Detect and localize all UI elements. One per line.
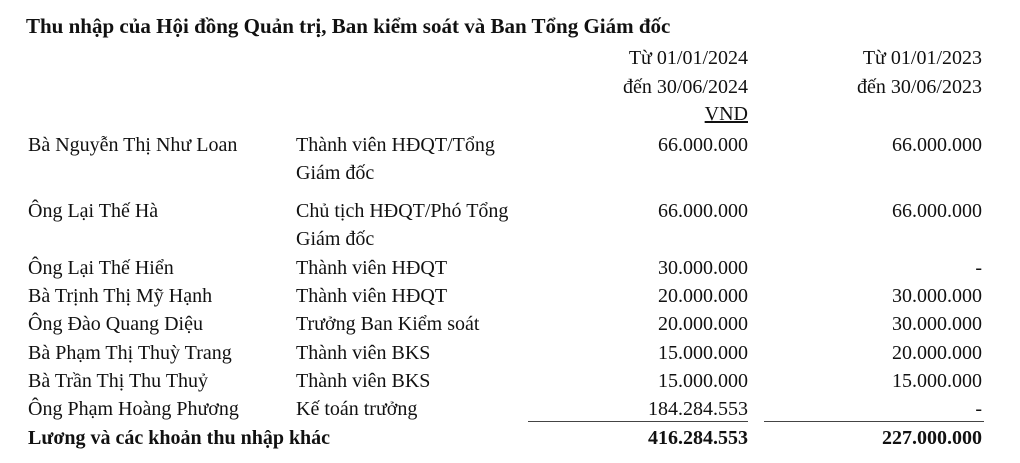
value-2024: 66.000.000 (658, 200, 748, 222)
member-name: Bà Trần Thị Thu Thuỷ (28, 370, 209, 392)
column-header-2023-line1: Từ 01/01/2023 (862, 47, 982, 69)
column-header-2024-line1: Từ 01/01/2024 (628, 47, 748, 69)
value-2023: 20.000.000 (892, 342, 982, 364)
value-2023: 66.000.000 (892, 200, 982, 222)
member-role: Kế toán trưởng (296, 398, 418, 420)
value-2024: 15.000.000 (658, 342, 748, 364)
value-2024: 66.000.000 (658, 134, 748, 156)
value-2023: - (975, 398, 982, 420)
total-divider-2023 (764, 421, 984, 422)
value-2023: 15.000.000 (892, 370, 982, 392)
value-2024: 20.000.000 (658, 285, 748, 307)
total-value-2023: 227.000.000 (882, 427, 982, 449)
member-role: Chủ tịch HĐQT/Phó Tổng Giám đốc (296, 200, 509, 250)
member-name: Bà Trịnh Thị Mỹ Hạnh (28, 285, 213, 307)
member-name: Ông Phạm Hoàng Phương (28, 398, 239, 420)
member-role: Thành viên HĐQT (296, 257, 448, 279)
value-2024: 30.000.000 (658, 257, 748, 279)
member-role: Thành viên HĐQT/Tổng Giám đốc (296, 134, 495, 184)
value-2023: 30.000.000 (892, 285, 982, 307)
value-2024: 15.000.000 (658, 370, 748, 392)
member-name: Ông Đào Quang Diệu (28, 313, 203, 335)
column-header-2023 (857, 44, 982, 102)
column-header-2024 (623, 44, 748, 102)
total-divider-2024 (528, 421, 748, 422)
value-2023: 30.000.000 (892, 313, 982, 335)
value-2024: 184.284.553 (648, 398, 748, 420)
member-name: Ông Lại Thế Hà (28, 200, 159, 222)
member-role: Trưởng Ban Kiểm soát (296, 313, 480, 335)
currency-unit: VND (704, 103, 748, 125)
member-name: Bà Nguyễn Thị Như Loan (28, 134, 238, 156)
total-value-2024: 416.284.553 (648, 427, 748, 449)
value-2023: - (975, 257, 982, 279)
column-header-2024-line2: đến 30/06/2024 (623, 76, 748, 98)
member-role: Thành viên BKS (296, 342, 431, 364)
member-role: Thành viên HĐQT (296, 285, 448, 307)
column-header-2023-line2: đến 30/06/2023 (857, 76, 982, 98)
value-2023: 66.000.000 (892, 134, 982, 156)
total-label: Lương và các khoản thu nhập khác (28, 427, 331, 449)
value-2024: 20.000.000 (658, 313, 748, 335)
member-role: Thành viên BKS (296, 370, 431, 392)
member-name: Ông Lại Thế Hiển (28, 257, 174, 279)
member-name: Bà Phạm Thị Thuỳ Trang (28, 342, 232, 364)
table-title: Thu nhập của Hội đồng Quản trị, Ban kiểm soát và Ban Tổng Giám đốc (26, 14, 671, 38)
